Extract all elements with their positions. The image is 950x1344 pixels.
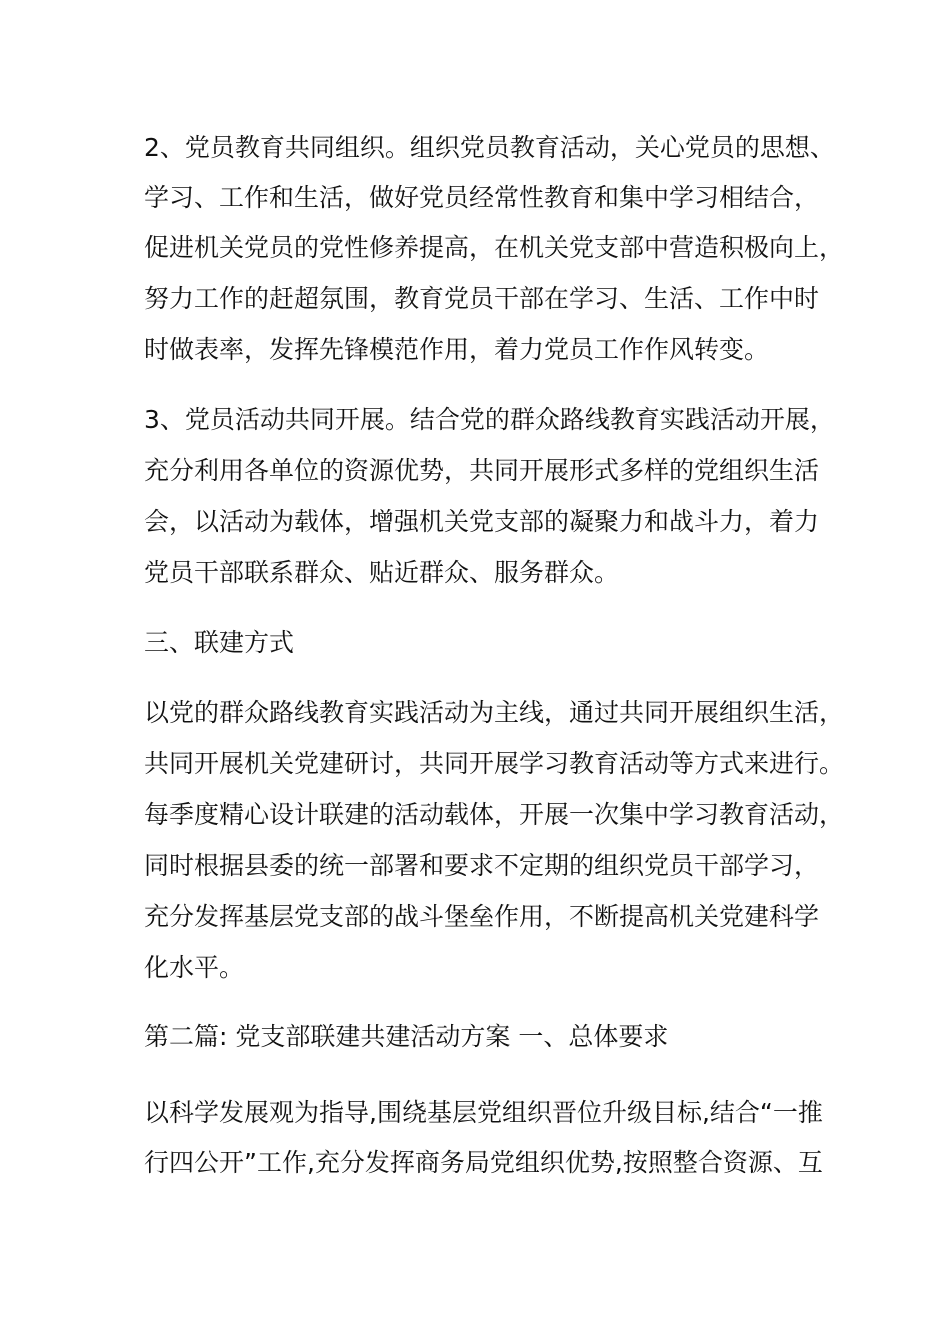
- text-line: 时做表率，发挥先锋模范作用，着力党员工作作风转变。: [144, 335, 770, 364]
- heading-text: 三、联建方式: [144, 628, 295, 657]
- text-line: 以党的群众路线教育实践活动为主线，通过共同开展组织生活，: [144, 698, 845, 727]
- text-line: 化水平。: [144, 953, 245, 982]
- text-line: 以科学发展观为指导,围绕基层党组织晋位升级目标,结合“一推: [144, 1098, 823, 1127]
- text-line: 同时根据县委的统一部署和要求不定期的组织党员干部学习，: [144, 851, 820, 880]
- text-line: 充分利用各单位的资源优势，共同开展形式多样的党组织生活: [144, 456, 820, 485]
- text-line: 学习、工作和生活，做好党员经常性教育和集中学习相结合，: [144, 183, 820, 212]
- text-line: 充分发挥基层党支部的战斗堡垒作用，不断提高机关党建科学: [144, 902, 820, 931]
- text-line: 努力工作的赶超氛围，教育党员干部在学习、生活、工作中时: [144, 284, 820, 313]
- text-line: 每季度精心设计联建的活动载体，开展一次集中学习教育活动，: [144, 800, 845, 829]
- text-line: 党员干部联系群众、贴近群众、服务群众。: [144, 558, 620, 587]
- text-line: 促进机关党员的党性修养提高，在机关党支部中营造积极向上，: [144, 233, 845, 262]
- heading-text: 第二篇: 党支部联建共建活动方案 一、总体要求: [144, 1022, 669, 1051]
- text-line: 共同开展机关党建研讨，共同开展学习教育活动等方式来进行。: [144, 749, 845, 778]
- text-line: 会，以活动为载体，增强机关党支部的凝聚力和战斗力，着力: [144, 507, 820, 536]
- text-line: 行四公开”工作,充分发挥商务局党组织优势,按照整合资源、互: [144, 1148, 823, 1177]
- text-line: 2、党员教育共同组织。组织党员教育活动，关心党员的思想、: [144, 133, 835, 162]
- text-line: 3、党员活动共同开展。结合党的群众路线教育实践活动开展，: [144, 405, 835, 434]
